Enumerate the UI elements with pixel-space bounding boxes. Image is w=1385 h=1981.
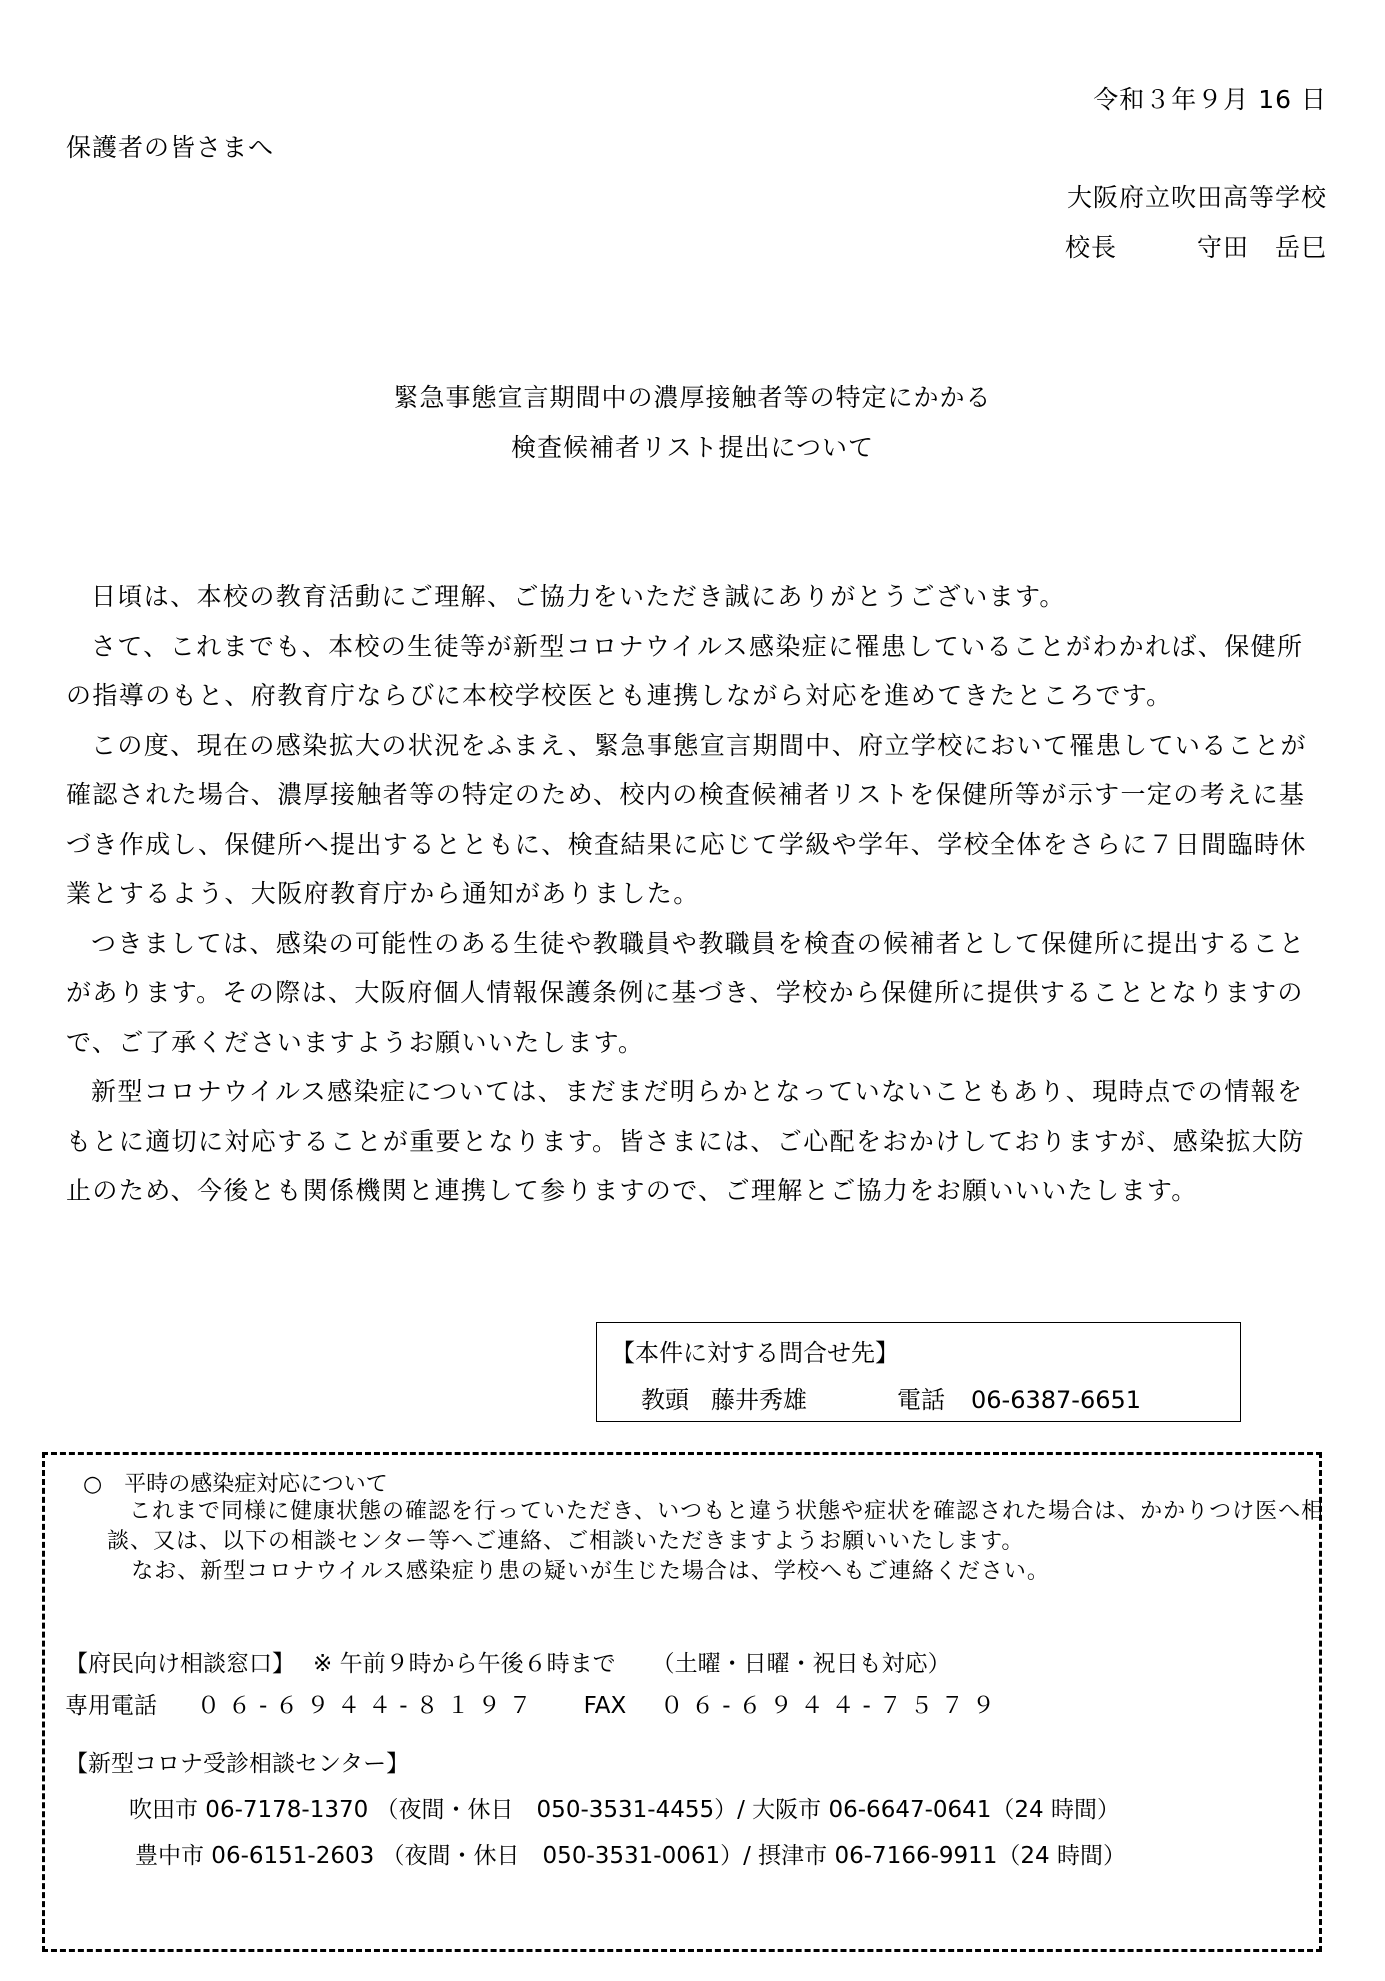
infection-notice-box (42, 1452, 1325, 1952)
center-row: 吹田市 06-7178-1370 （夜間・休日 050-3531-4455）/ 大阪市 06-6647-0641（24 時間） (129, 1797, 1120, 1823)
contact-name: 藤井秀雄 (711, 1386, 807, 1414)
inquiry-contact-box (596, 1322, 1241, 1422)
phone-label: 専用電話 (65, 1693, 157, 1719)
recipient-line: 保護者の皆さまへ (66, 133, 275, 162)
center-title: 【新型コロナ受診相談センター】 (65, 1751, 410, 1777)
fax-number: ０６-６９４４-７５７９ (660, 1693, 1003, 1719)
principal-signature (1065, 228, 1327, 264)
consult-title: 【府民向け相談窓口】 (65, 1651, 295, 1677)
center-row: 豊中市 06-6151-2603 （夜間・休日 050-3531-0061）/ 摂津市 06-7166-9911（24 時間） (135, 1843, 1126, 1869)
notice-paragraph: これまで同様に健康状態の確認を行っていただき、いつもと違う状態や症状を確認された場合は、かかりつけ医へ相談、又は、以下の相談センター等へご連絡、ご相談いただきますようお願いいたします。 (107, 1499, 1325, 1554)
document-title-line1: 緊急事態宣言期間中の濃厚接触者等の特定にかかる (393, 383, 992, 412)
fax-label: FAX (583, 1693, 627, 1719)
contact-title: 【本件に対する問合せ先】 (611, 1339, 899, 1367)
principal-name: 守田 岳巳 (1196, 233, 1327, 262)
body-paragraph: つきましては、感染の可能性のある生徒や教職員や教職員を検査の候補者として保健所に提出することがあります。その際は、大阪府個人情報保護条例に基づき、学校から保健所に提供することとなりますので、ご了承くださいますようお願いいたします。 (66, 928, 1306, 1057)
consult-days: （土曜・日曜・祝日も対応） (651, 1651, 951, 1677)
consult-time: ※ 午前９時から午後６時まで (313, 1651, 616, 1677)
notice-text (107, 1497, 1327, 1587)
letter-body (66, 572, 1328, 1216)
body-paragraph: 日頃は、本校の教育活動にご理解、ご協力をいただき誠にありがとうございます。 (91, 582, 1066, 611)
issue-date: 令和３年９月 16 日 (1093, 85, 1327, 114)
contact-row (641, 1380, 1141, 1415)
school-name: 大阪府立吹田高等学校 (1066, 183, 1327, 212)
consult-window-line (65, 1645, 951, 1678)
body-paragraph: この度、現在の感染拡大の状況をふまえ、緊急事態宣言期間中、府立学校において罹患していることが確認された場合、濃厚接触者等の特定のため、校内の検査候補者リストを保健所等が示す一定の考えに基づき作成し、保健所へ提出するとともに、検査結果に応じて学級や学年、学校全体をさらに７日間臨時休業とするよう、大阪府教育庁から通知がありました。 (66, 730, 1307, 908)
notice-heading: ○ 平時の感染症対応について (83, 1472, 388, 1497)
contact-tel-label: 電話 (897, 1386, 945, 1414)
phone-number: ０６-６９４４-８１９７ (197, 1693, 540, 1719)
principal-title: 校長 (1064, 233, 1117, 262)
consult-phone-line (65, 1687, 1003, 1720)
document-title-line2: 検査候補者リスト提出について (510, 433, 874, 462)
body-paragraph: 新型コロナウイルス感染症については、まだまだ明らかとなっていないこともあり、現時点での情報をもとに適切に対応することが重要となります。皆さまには、ご心配をおかけしておりますが、感染拡大防止のため、今後とも関係機関と連携して参りますので、ご理解とご協力をお願いいいたします。 (66, 1077, 1305, 1205)
body-paragraph: さて、これまでも、本校の生徒等が新型コロナウイルス感染症に罹患していることがわかれば、保健所の指導のもと、府教育庁ならびに本校学校医とも連携しながら対応を進めてきたところです。 (66, 631, 1304, 710)
notice-paragraph: なお、新型コロナウイルス感染症り患の疑いが生じた場合は、学校へもご連絡ください。 (131, 1559, 1050, 1584)
contact-position: 教頭 (641, 1386, 689, 1414)
contact-tel: 06-6387-6651 (971, 1386, 1142, 1414)
